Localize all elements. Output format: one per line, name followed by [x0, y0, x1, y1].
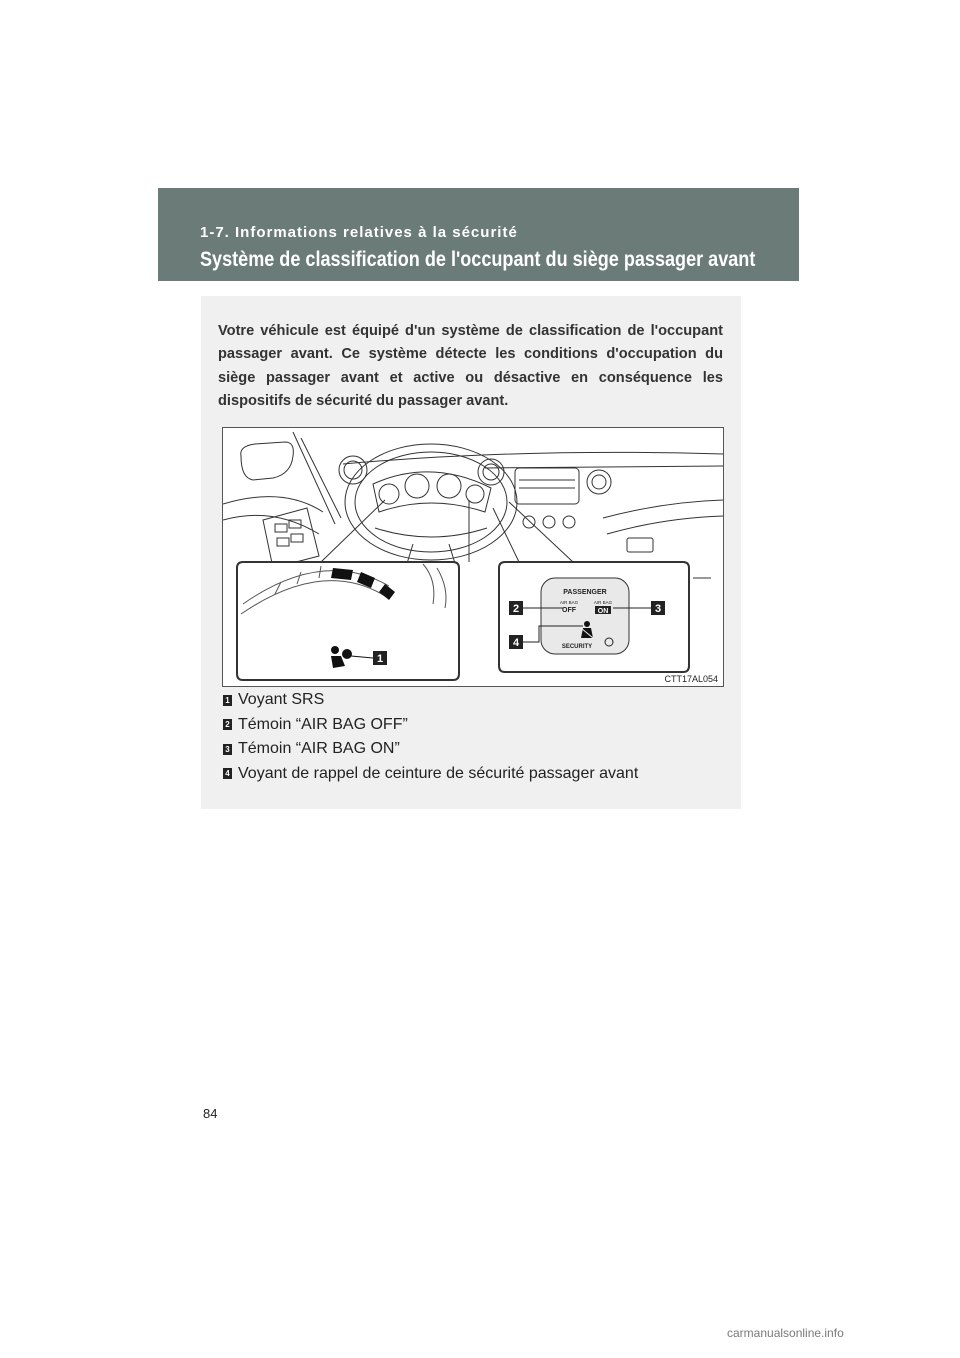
- indicator-panel-detail: [499, 562, 689, 672]
- legend-number-badge: 3: [223, 744, 232, 755]
- content-panel: [201, 296, 741, 809]
- legend-item: [223, 713, 723, 738]
- side-mirror-drawing: [241, 442, 294, 480]
- svg-text:AIR BAG: AIR BAG: [593, 600, 613, 605]
- callout-3: 3: [654, 603, 662, 615]
- passenger-label: PASSENGER: [563, 589, 607, 596]
- figure-code: CTT17AL054: [664, 674, 718, 684]
- page-title: Système de classification de l'occupant du siège passager avant: [200, 248, 756, 271]
- security-label: SECURITY: [561, 644, 593, 650]
- dashboard-illustration: [222, 427, 724, 687]
- legend-number-badge: 4: [223, 768, 232, 779]
- legend-list: [223, 688, 723, 786]
- callout-2: 2: [512, 603, 520, 615]
- page-number: 84: [203, 1106, 218, 1121]
- intro-paragraph: Votre véhicule est équipé d'un système de classification de l'occupant passager avant. Ce système détecte les conditions d'occupation du siège passager avant et active ou désactive en conséquence les dispositifs de sécurité du passager avant.: [218, 323, 723, 410]
- legend-number-badge: 1: [223, 695, 232, 706]
- watermark: carmanualsonline.info: [727, 1326, 844, 1340]
- callout-1: 1: [376, 653, 384, 665]
- legend-text: Témoin “AIR BAG OFF”: [238, 715, 408, 733]
- dashboard-drawing: [223, 428, 723, 686]
- svg-text:AIR BAG: AIR BAG: [559, 600, 579, 605]
- chapter-header: [158, 188, 799, 281]
- callout-4: 4: [512, 637, 520, 649]
- legend-number-badge: 2: [223, 719, 232, 730]
- legend-text: Voyant de rappel de ceinture de sécurité passager avant: [238, 764, 639, 782]
- radio-drawing: [515, 468, 579, 504]
- legend-item: [223, 737, 723, 762]
- airbag-on-indicator: ON: [597, 608, 609, 615]
- legend-text: Voyant SRS: [238, 691, 325, 709]
- airbag-off-indicator: OFF: [562, 607, 576, 614]
- legend-text: Témoin “AIR BAG ON”: [238, 740, 400, 758]
- legend-item: [223, 762, 723, 787]
- legend-item: [223, 688, 723, 713]
- cluster-detail: [237, 562, 459, 680]
- section-label: 1-7. Informations relatives à la sécurité: [200, 224, 518, 241]
